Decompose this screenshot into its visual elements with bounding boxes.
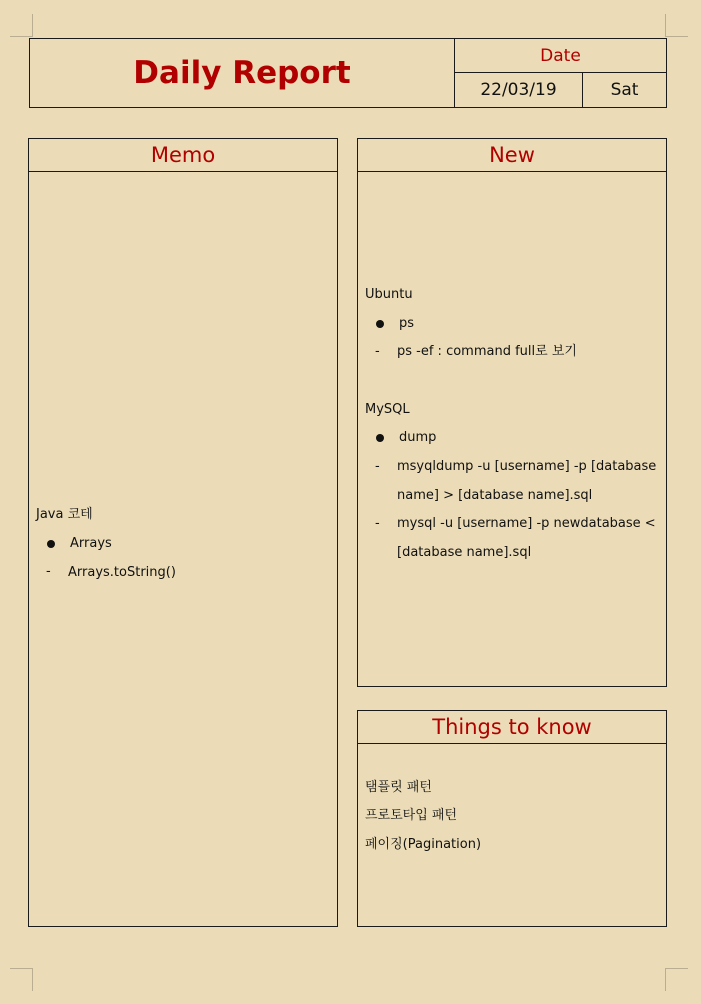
date-label: Date <box>455 39 666 73</box>
things-to-know-heading: Things to know <box>358 711 666 744</box>
new-panel <box>357 138 667 687</box>
report-title: Daily Report <box>30 39 455 107</box>
mysql-bullet-text: dump <box>399 430 437 445</box>
mysql-detail1-line1: msyqldump -u [username] -p [database <box>397 459 657 474</box>
ubuntu-title: Ubuntu <box>365 287 413 302</box>
things-to-know-panel <box>357 710 667 927</box>
memo-bullet-text: Arrays <box>70 536 112 551</box>
crop-mark-bottom-right <box>665 968 688 991</box>
memo-section-title: Java 코테 <box>36 507 93 522</box>
bullet-icon <box>47 540 55 548</box>
dash-icon: - <box>46 564 51 579</box>
dash-icon: - <box>375 516 380 531</box>
crop-mark-top-right <box>665 14 688 37</box>
mysql-detail2-line2: [database name].sql <box>397 545 532 560</box>
report-header <box>29 38 667 108</box>
dash-icon: - <box>375 459 380 474</box>
day-value: Sat <box>610 80 639 100</box>
bullet-icon <box>376 320 384 328</box>
mysql-detail1-line2: name] > [database name].sql <box>397 488 593 503</box>
mysql-detail2-line1: mysql -u [username] -p newdatabase < <box>397 516 656 531</box>
crop-mark-top-left <box>10 14 33 37</box>
know-item: 프로토타입 패턴 <box>365 808 458 823</box>
memo-detail-text: Arrays.toString() <box>68 565 176 580</box>
dash-icon: - <box>375 344 380 359</box>
ubuntu-bullet-text: ps <box>399 316 415 331</box>
memo-heading: Memo <box>29 139 337 172</box>
ubuntu-detail-text: ps -ef : command full로 보기 <box>397 344 577 359</box>
date-value: 22/03/19 <box>455 73 583 107</box>
know-item: 탬플릿 패턴 <box>365 780 432 795</box>
memo-panel <box>28 138 338 927</box>
crop-mark-bottom-left <box>10 968 33 991</box>
know-item: 페이징(Pagination) <box>365 837 482 852</box>
mysql-title: MySQL <box>365 402 410 417</box>
bullet-icon <box>376 434 384 442</box>
new-heading: New <box>358 139 666 172</box>
